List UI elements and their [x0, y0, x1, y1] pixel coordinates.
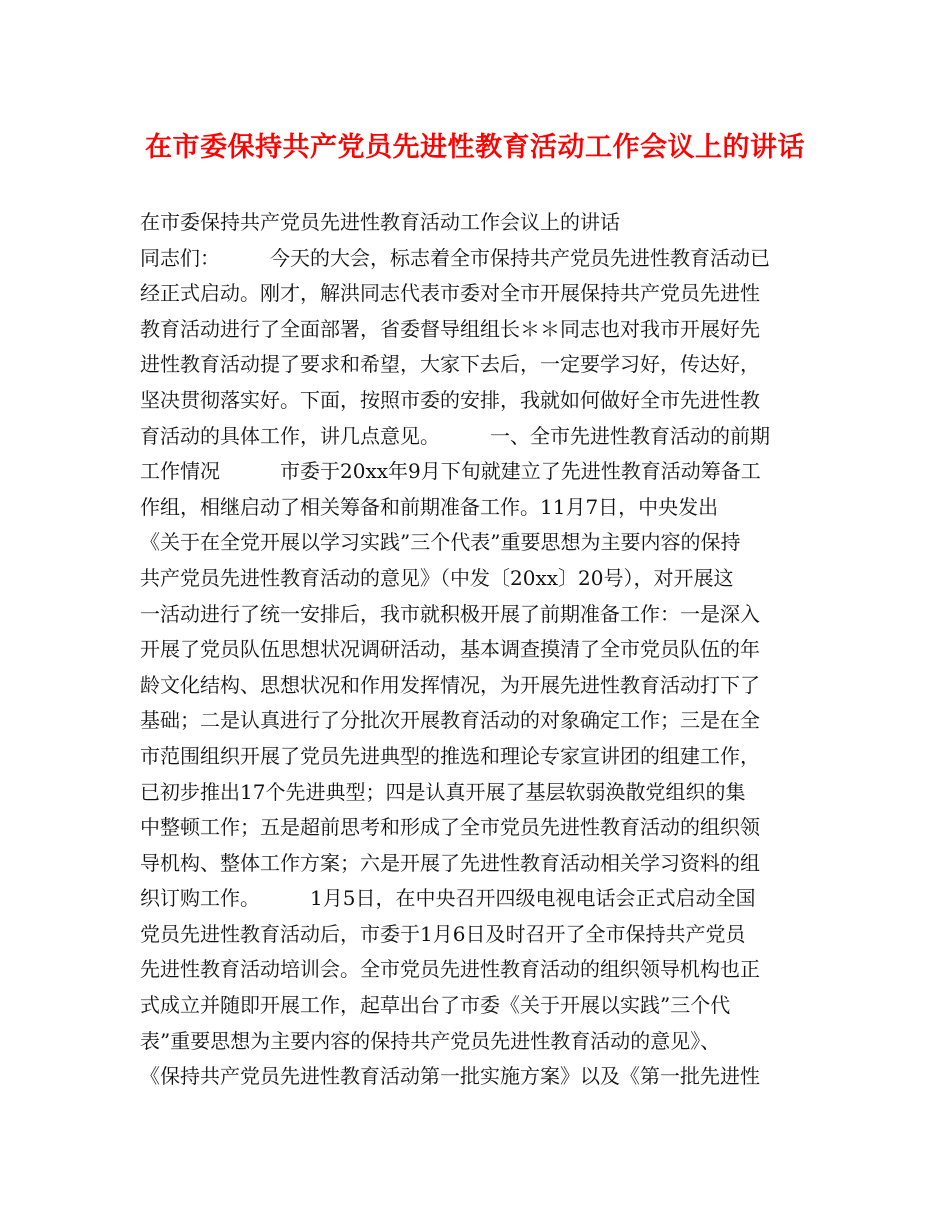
body-line: 中整顿工作；五是超前思考和形成了全市党员先进性教育活动的组织领 — [140, 815, 760, 840]
body-line: 表”重要思想为主要内容的保持共产党员先进性教育活动的意见》、 — [140, 1028, 721, 1053]
document-body — [140, 205, 820, 1095]
body-line: 工作情况 市委于20xx年9月下旬就建立了先进性教育活动筹备工 — [140, 459, 761, 484]
body-line: 基础；二是认真进行了分批次开展教育活动的对象确定工作；三是在全 — [140, 708, 760, 733]
body-line: 龄文化结构、思想状况和作用发挥情况，为开展先进性教育活动打下了 — [140, 672, 760, 697]
body-line: 式成立并随即开展工作，起草出台了市委《关于开展以实践”三个代 — [140, 993, 731, 1018]
body-line: 《保持共产党员先进性教育活动第一批实施方案》以及《第一批先进性 — [140, 1064, 760, 1089]
body-line: 织订购工作。 1月5日，在中央召开四级电视电话会正式启动全国 — [140, 886, 756, 911]
body-line: 共产党员先进性教育活动的意见》（中发〔20xx〕20号），对开展这 — [140, 565, 734, 590]
body-line: 党员先进性教育活动后，市委于1月6日及时召开了全市保持共产党员 — [140, 921, 746, 946]
body-line: 育活动的具体工作，讲几点意见。 一、全市先进性教育活动的前期 — [140, 423, 770, 448]
body-line: 《关于在全党开展以学习实践”三个代表”重要思想为主要内容的保持 — [140, 530, 741, 555]
body-line: 进性教育活动提了要求和希望，大家下去后，一定要学习好，传达好， — [140, 352, 760, 377]
body-line: 市范围组织开展了党员先进典型的推选和理论专家宣讲团的组建工作， — [140, 743, 760, 768]
body-line: 作组，相继启动了相关筹备和前期准备工作。11月7日，中央发出 — [140, 494, 719, 519]
body-line: 经正式启动。刚才，解洪同志代表市委对全市开展保持共产党员先进性 — [140, 281, 760, 306]
body-line: 同志们： 今天的大会，标志着全市保持共产党员先进性教育活动已 — [140, 245, 770, 270]
body-line: 已初步推出17个先进典型；四是认真开展了基层软弱涣散党组织的集 — [140, 779, 746, 804]
body-line: 先进性教育活动培训会。全市党员先进性教育活动的组织领导机构也正 — [140, 957, 760, 982]
body-line: 在市委保持共产党员先进性教育活动工作会议上的讲话 — [140, 210, 620, 234]
body-line: 坚决贯彻落实好。下面，按照市委的安排，我就如何做好全市先进性教 — [140, 387, 760, 412]
body-line: 开展了党员队伍思想状况调研活动，基本调查摸清了全市党员队伍的年 — [140, 637, 760, 662]
body-line: 教育活动进行了全面部署，省委督导组组长＊＊同志也对我市开展好先 — [140, 316, 760, 341]
body-line: 导机构、整体工作方案；六是开展了先进性教育活动相关学习资料的组 — [140, 850, 760, 875]
document-title: 在市委保持共产党员先进性教育活动工作会议上的讲话 — [145, 132, 805, 163]
body-line: 一活动进行了统一安排后，我市就积极开展了前期准备工作：一是深入 — [140, 601, 760, 626]
